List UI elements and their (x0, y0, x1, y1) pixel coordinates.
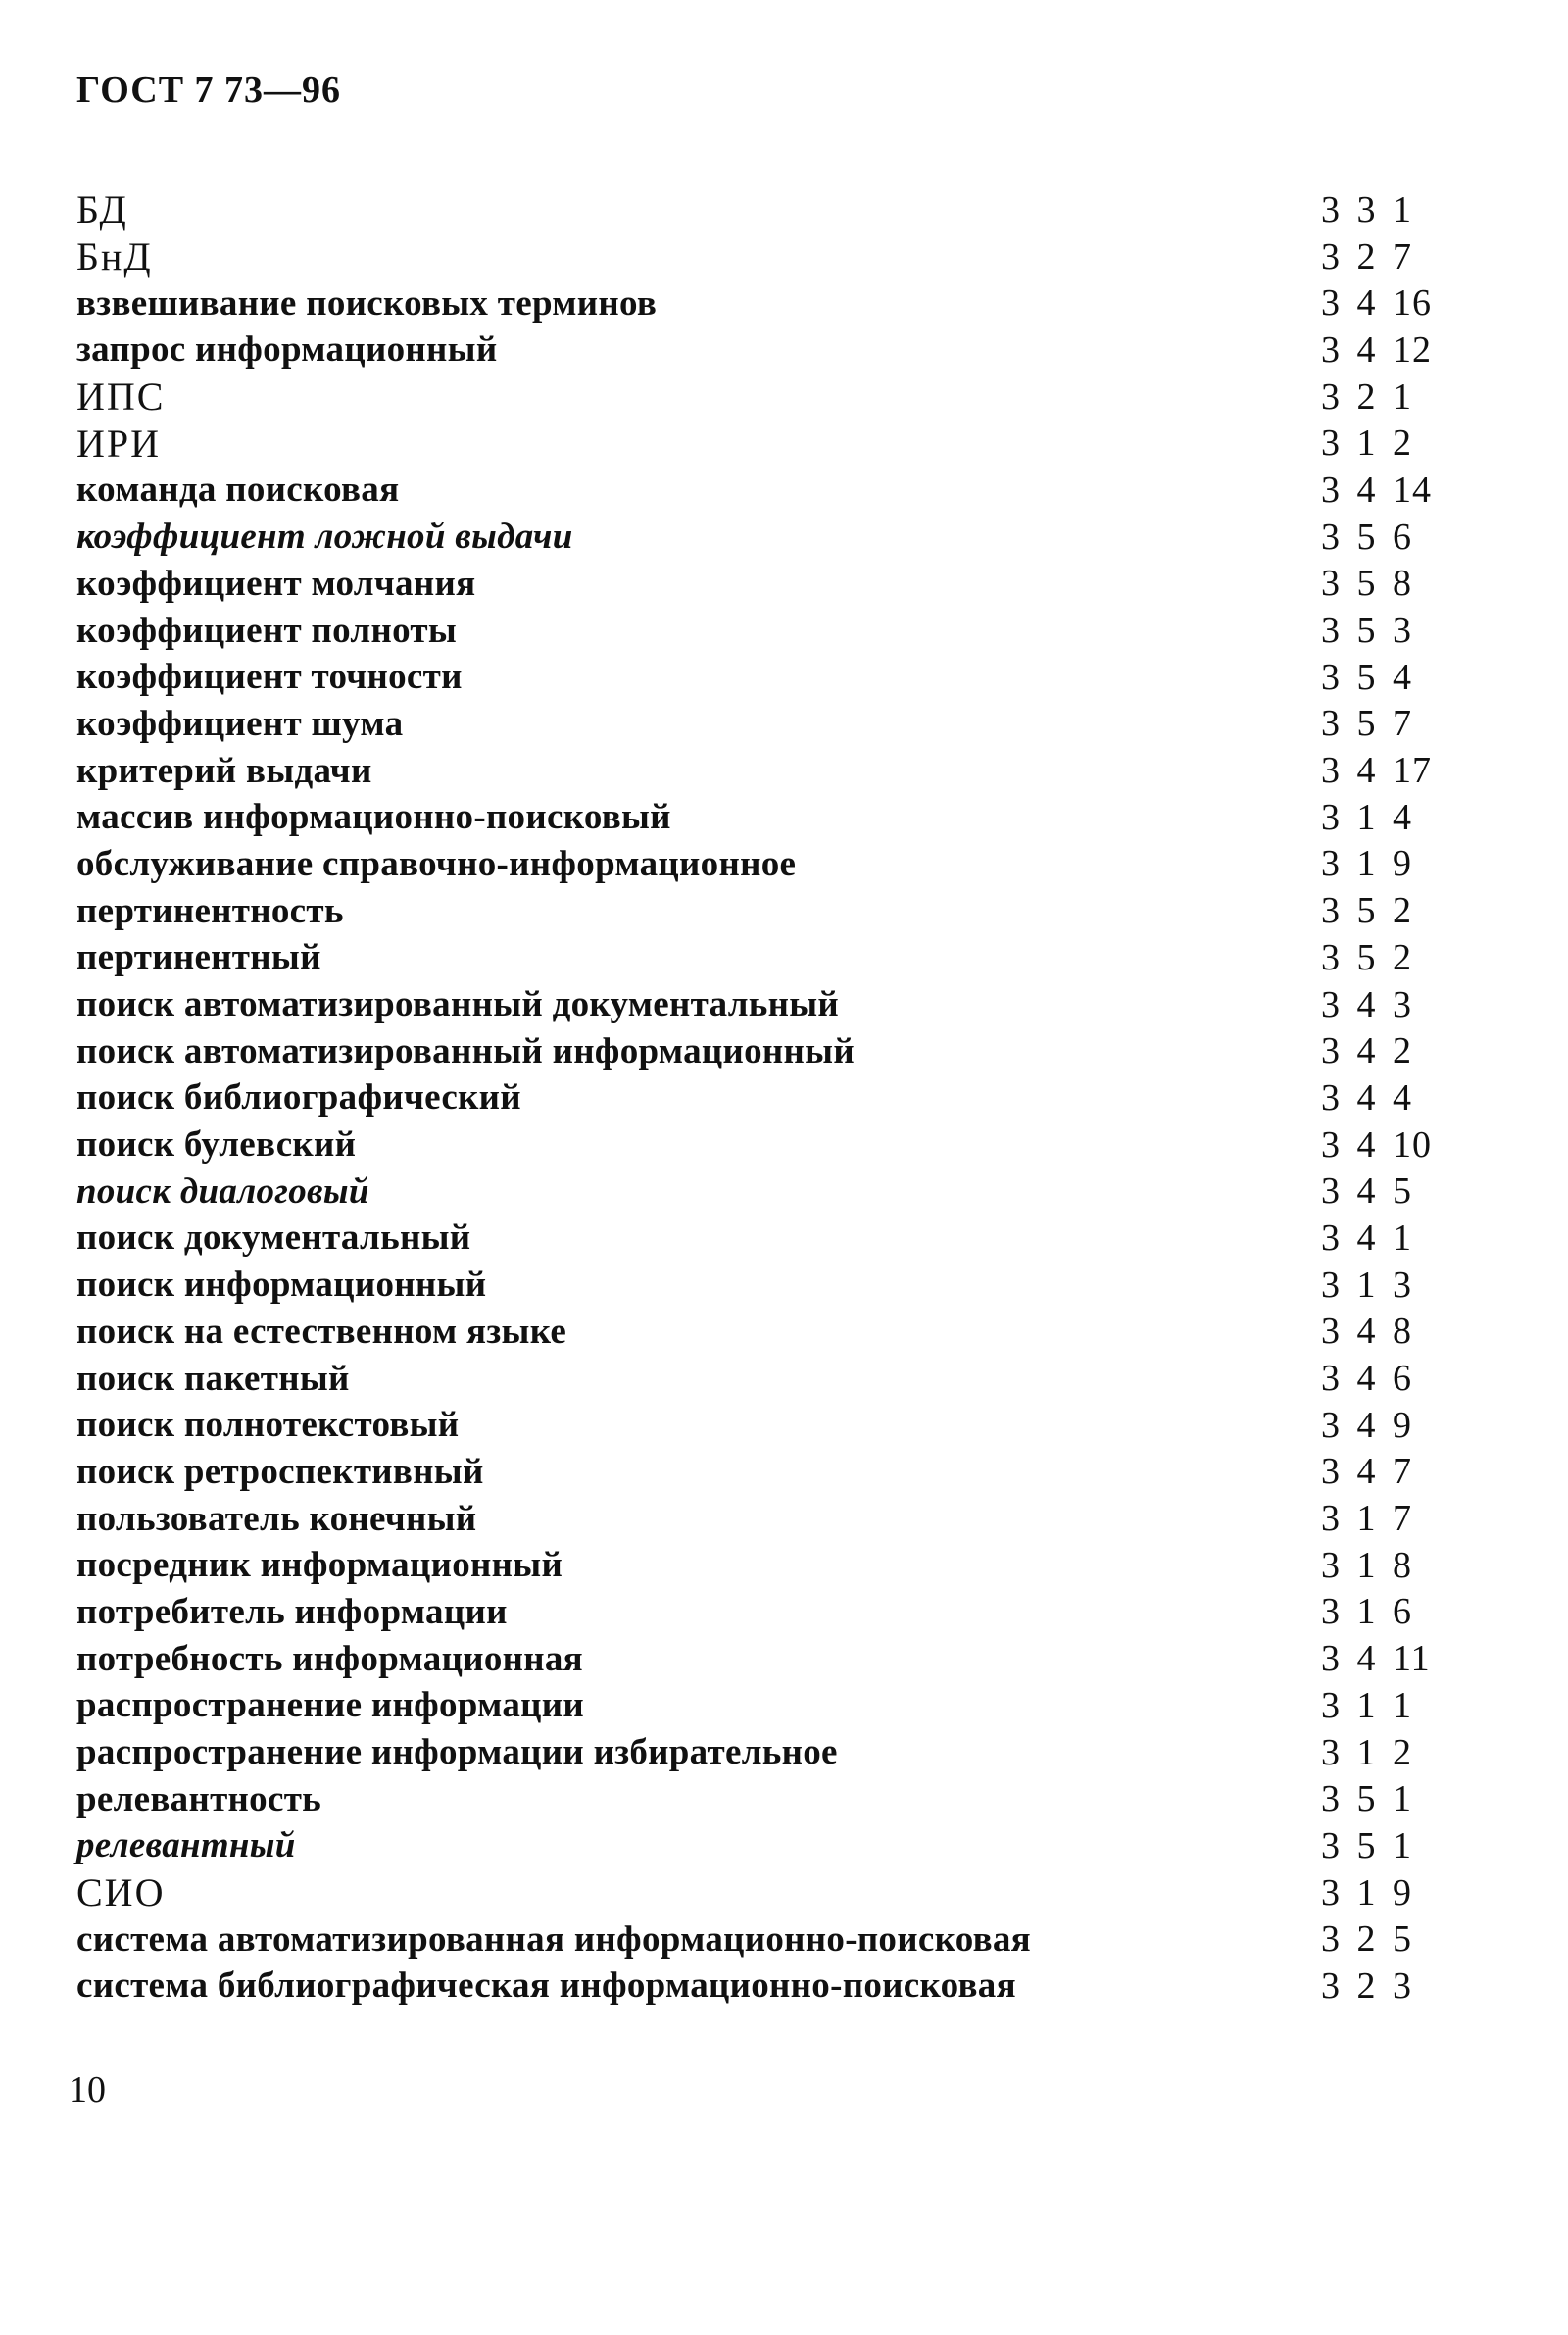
index-term: запрос информационный (76, 329, 498, 371)
index-term: поиск автоматизированный документальный (76, 984, 840, 1025)
index-term: команда поисковая (76, 470, 400, 511)
index-entry (76, 1495, 1439, 1542)
index-term: коэффициент ложной выдачи (76, 517, 573, 558)
index-term: поиск документальный (76, 1217, 471, 1259)
index-entry (76, 1074, 1439, 1121)
index-term: коэффициент молчания (76, 563, 476, 604)
page-number: 10 (69, 2069, 106, 2111)
index-reference: 3 1 2 (1321, 422, 1412, 465)
index-term: система автоматизированная информационно-поисковая (76, 1918, 1031, 1960)
index-reference: 3 1 9 (1321, 1871, 1412, 1913)
index-reference: 3 4 12 (1321, 328, 1432, 371)
index-entry (76, 1121, 1439, 1168)
index-reference: 3 4 7 (1321, 1451, 1412, 1493)
index-entry (76, 1775, 1439, 1822)
index-reference: 3 2 5 (1321, 1918, 1412, 1961)
index-entry (76, 514, 1439, 561)
index-reference: 3 1 8 (1321, 1544, 1412, 1586)
index-reference: 3 5 1 (1321, 1778, 1412, 1820)
index-entry (76, 701, 1439, 748)
index-entry (76, 561, 1439, 608)
index-entry (76, 1262, 1439, 1309)
index-reference: 3 1 3 (1321, 1264, 1412, 1306)
index-term: поиск библиографический (76, 1077, 521, 1118)
index-reference: 3 1 4 (1321, 796, 1412, 838)
index-reference: 3 5 8 (1321, 563, 1412, 605)
index-term: система библиографическая информационно-поисковая (76, 1965, 1016, 2007)
index-reference: 3 2 3 (1321, 1964, 1412, 2007)
index-entry (76, 747, 1439, 794)
index-entry (76, 467, 1439, 514)
index-reference: 3 4 3 (1321, 983, 1412, 1025)
index-reference: 3 2 1 (1321, 375, 1412, 418)
index-term: поиск информационный (76, 1265, 487, 1306)
index-reference: 3 5 3 (1321, 610, 1412, 652)
index-entry (76, 1027, 1439, 1074)
index-entry (76, 373, 1439, 421)
index-entry (76, 934, 1439, 981)
index-entry (76, 1215, 1439, 1262)
index-reference: 3 4 1 (1321, 1217, 1412, 1259)
index-reference: 3 1 1 (1321, 1684, 1412, 1726)
index-term: потребность информационная (76, 1638, 583, 1679)
index-reference: 3 4 14 (1321, 469, 1432, 511)
index-reference: 3 1 2 (1321, 1731, 1412, 1773)
index-term: поиск на естественном языке (76, 1311, 567, 1352)
index-entry (76, 981, 1439, 1028)
index-term: поиск полнотекстовый (76, 1405, 460, 1446)
index-term: критерий выдачи (76, 750, 372, 791)
index-term: поиск ретроспективный (76, 1451, 484, 1492)
index-entry (76, 841, 1439, 888)
index-entry (76, 1962, 1439, 2010)
index-term: коэффициент шума (76, 703, 404, 744)
index-term: пертинентный (76, 937, 321, 978)
index-entry (76, 1915, 1439, 1962)
index-term: поиск пакетный (76, 1358, 350, 1399)
index-term: пользователь конечный (76, 1498, 477, 1539)
index-reference: 3 4 4 (1321, 1076, 1412, 1118)
index-reference: 3 1 6 (1321, 1591, 1412, 1633)
index-reference: 3 4 16 (1321, 282, 1432, 324)
index-entry (76, 326, 1439, 373)
index-term: поиск булевский (76, 1124, 357, 1166)
index-entry (76, 1682, 1439, 1729)
term-index-list (76, 186, 1439, 2010)
index-entry (76, 1822, 1439, 1869)
index-entry (76, 1355, 1439, 1402)
index-reference: 3 4 5 (1321, 1170, 1412, 1213)
index-term: релевантный (76, 1825, 296, 1866)
index-reference: 3 5 4 (1321, 656, 1412, 698)
index-entry (76, 279, 1439, 326)
index-entry (76, 1729, 1439, 1776)
index-reference: 3 4 6 (1321, 1358, 1412, 1400)
index-reference: 3 5 2 (1321, 890, 1412, 932)
index-entry (76, 1589, 1439, 1636)
index-entry (76, 1402, 1439, 1449)
index-entry (76, 420, 1439, 467)
index-term: пертинентность (76, 890, 344, 931)
index-reference: 3 4 10 (1321, 1123, 1432, 1166)
index-entry (76, 607, 1439, 654)
index-term: коэффициент точности (76, 657, 463, 698)
index-term: потребитель информации (76, 1591, 508, 1632)
index-term: СИО (76, 1870, 166, 1915)
index-reference: 3 3 1 (1321, 188, 1412, 230)
page-header: ГОСТ 7 73—96 (76, 70, 342, 111)
index-reference: 3 5 7 (1321, 703, 1412, 745)
index-reference: 3 5 1 (1321, 1824, 1412, 1866)
index-term: ИПС (76, 374, 166, 420)
index-term: массив информационно-поисковый (76, 797, 671, 838)
index-reference: 3 1 7 (1321, 1498, 1412, 1540)
index-term: поиск диалоговый (76, 1170, 369, 1212)
index-reference: 3 4 17 (1321, 750, 1432, 792)
index-entry (76, 186, 1439, 233)
index-reference: 3 4 9 (1321, 1404, 1412, 1446)
index-term: распространение информации (76, 1685, 585, 1726)
index-term: поиск автоматизированный информационный (76, 1030, 855, 1071)
index-entry (76, 1635, 1439, 1682)
index-term: взвешивание поисковых терминов (76, 282, 658, 323)
index-term: распространение информации избирательное (76, 1732, 838, 1773)
index-term: ИРИ (76, 421, 162, 466)
index-term: посредник информационный (76, 1545, 564, 1586)
index-term: релевантность (76, 1778, 322, 1819)
index-term: коэффициент полноты (76, 610, 458, 651)
index-reference: 3 5 6 (1321, 516, 1412, 558)
index-entry (76, 794, 1439, 841)
index-reference: 3 4 11 (1321, 1638, 1431, 1680)
index-term: БнД (76, 234, 153, 279)
index-reference: 3 1 9 (1321, 843, 1412, 885)
index-entry (76, 1449, 1439, 1496)
index-entry (76, 887, 1439, 934)
index-entry (76, 1168, 1439, 1215)
index-term: БД (76, 187, 128, 232)
index-entry (76, 233, 1439, 280)
index-reference: 3 5 2 (1321, 936, 1412, 978)
index-reference: 3 4 8 (1321, 1311, 1412, 1353)
index-entry (76, 1309, 1439, 1356)
index-entry (76, 1542, 1439, 1589)
index-term: обслуживание справочно-информационное (76, 843, 797, 884)
index-entry (76, 1869, 1439, 1916)
index-reference: 3 4 2 (1321, 1030, 1412, 1072)
index-reference: 3 2 7 (1321, 235, 1412, 277)
index-entry (76, 654, 1439, 701)
